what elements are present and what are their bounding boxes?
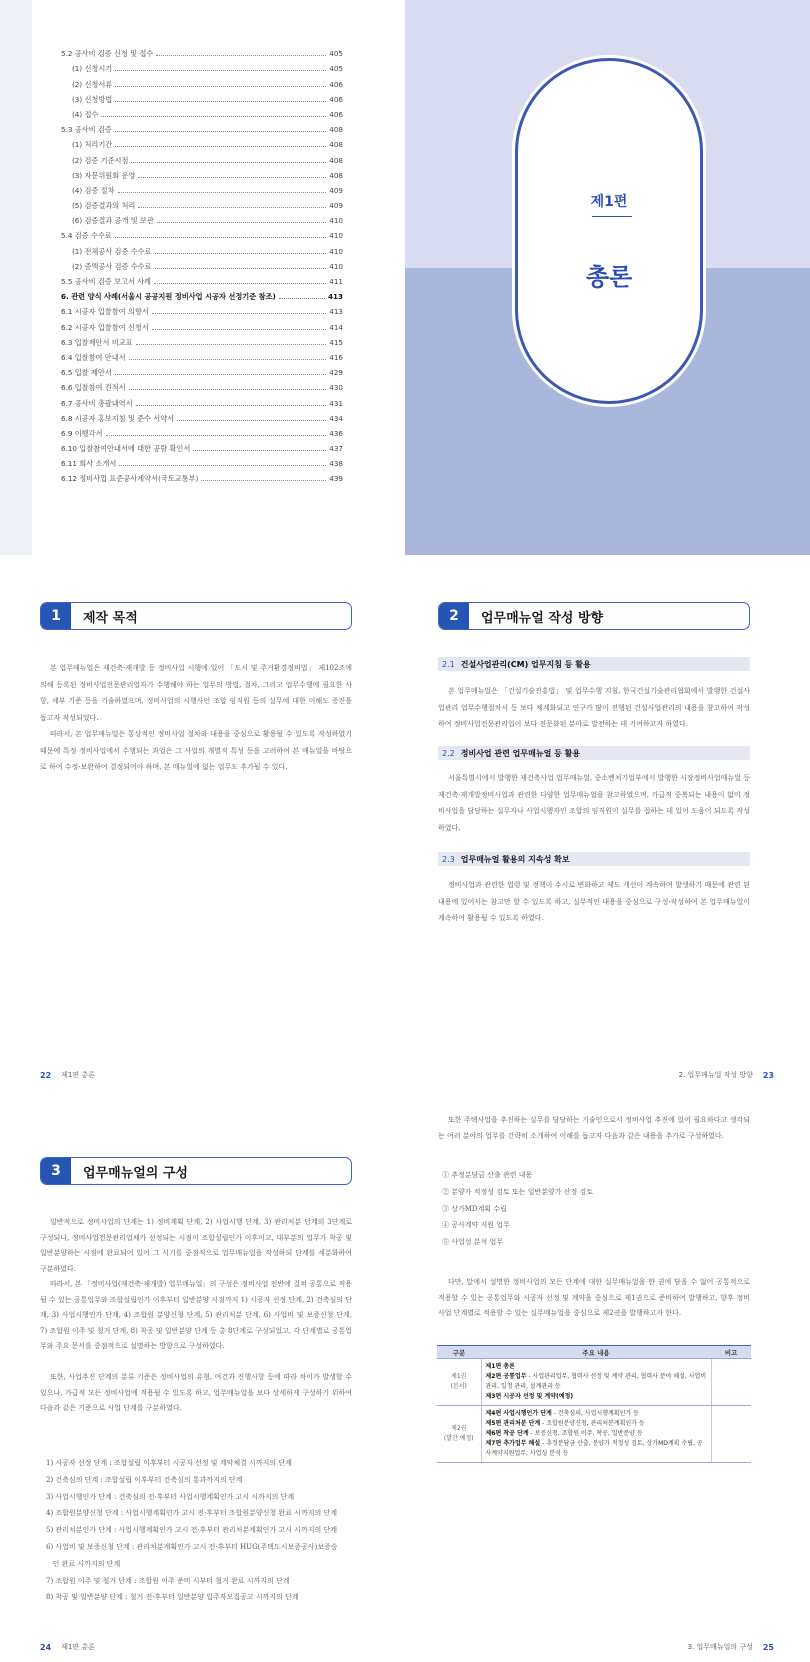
list-item: 7) 조합원 이주 및 철거 단계 : 조합원 이주 준비 시부터 철거 완료 시까지의 단계 xyxy=(46,1576,290,1585)
toc-entry xyxy=(61,58,343,73)
toc-entry xyxy=(61,89,343,104)
toc-leader xyxy=(156,55,326,56)
toc-leader xyxy=(155,253,327,254)
part-title: 제7편 추가업무 해설 xyxy=(485,1440,541,1447)
toc-entry-page: 408 xyxy=(329,170,343,180)
toc-entry-title: 6.3 입찰제안서 비교표 xyxy=(61,337,133,347)
toc-entry xyxy=(61,73,343,88)
toc-leader xyxy=(115,101,326,102)
toc-entry-title: (6) 검증결과 공개 및 보관 xyxy=(72,216,154,226)
toc-leader xyxy=(129,389,327,390)
subsection-title: 건설사업관리(CM) 업무지침 등 활용 xyxy=(460,659,591,669)
page-footer xyxy=(688,1642,774,1652)
page-24 xyxy=(0,1105,405,1662)
toc-entry-page: 406 xyxy=(329,109,343,119)
toc-entry-page: 408 xyxy=(329,125,343,135)
body-paragraph: 서울특별시에서 발행한 재건축사업 업무매뉴얼, 중소벤처기업부에서 발행한 시장정비사업매뉴얼 등 재건축·재개발정비사업과 관련한 다양한 업무매뉴얼을 참고하였으며, 가급적 중복되는 내용이 없이 정비사업을 담당하는 실무자나 사업시행자인 조합의 임직원이 실무를 접하는 데 있어 도움이 되도록 작성하였다. xyxy=(438,774,750,832)
toc-entry-page: 438 xyxy=(329,459,343,469)
running-title: 3. 업무매뉴얼의 구성 xyxy=(687,1643,753,1651)
remarks-cell xyxy=(711,1359,751,1406)
column-header: 비고 xyxy=(711,1346,751,1359)
toc-entry-title: (3) 신청방법 xyxy=(72,94,113,104)
cover-page xyxy=(405,0,810,555)
list-item: ⑤ 사업성 분석 업무 xyxy=(442,1238,504,1247)
part-title: 제4편 사업시행인가 단계 xyxy=(485,1410,552,1417)
toc-entry xyxy=(61,195,343,210)
list-item: ④ 공사계약 지원 업무 xyxy=(442,1221,510,1230)
toc-leader xyxy=(115,146,326,147)
volume-label: 제2권 xyxy=(451,1425,467,1432)
toc-entry-title: (2) 증액공사 검증 수수료 xyxy=(72,261,152,271)
part-title: 제5편 관리처분 단계 xyxy=(485,1420,541,1427)
toc-entry xyxy=(61,332,343,347)
toc-entry-title: 6.4 입찰참여 안내서 xyxy=(61,352,126,362)
section-heading xyxy=(40,1157,352,1185)
toc-entry xyxy=(61,165,343,180)
section-title: 업무매뉴얼 작성 방향 xyxy=(481,610,604,626)
toc-entry-page: 410 xyxy=(329,246,343,256)
subsection-heading xyxy=(438,852,750,866)
toc-entry-page: 439 xyxy=(329,474,343,484)
cover-pill-frame xyxy=(515,58,703,404)
page-number: 24 xyxy=(40,1642,52,1652)
toc-leader xyxy=(279,298,325,299)
toc-entry-page: 436 xyxy=(329,428,343,438)
toc-entry xyxy=(61,104,343,119)
stage-list xyxy=(46,1455,352,1606)
toc-leader xyxy=(101,116,326,117)
toc-entry-title: (4) 접수 xyxy=(72,109,99,119)
spread-22-23 xyxy=(0,570,810,1090)
toc-entry xyxy=(61,210,343,225)
toc-leader xyxy=(177,420,326,421)
page-footer xyxy=(40,1070,95,1080)
list-item: 2) 건축심의 단계 : 조합설립 이후부터 건축심의 통과까지의 단계 xyxy=(46,1475,243,1484)
toc-entry xyxy=(61,43,343,58)
list-item: 인 완료 시까지의 단계 xyxy=(46,1559,121,1568)
body-paragraph: 따라서, 본 「정비사업(재건축·재개발) 업무매뉴얼」의 구성은 정비사업 전반에 걸쳐 공통으로 적용될 수 있는 공통업무와 조합설립인가 이후부터 일반분양 시점까지 1) 시공자 선정 단계, 2) 건축심의 단계, 3) 사업시행인가 단계, 4) 조합원 분양신청 단계, 5) 관리처분 단계, 6) 사업비 및 보증신청 단계, 7) 조합원 이주 및 철거 단계, 8) 착공 및 일반분양 단계 등 총 8단계로 구성되었고, 각 단계별로 공통업무와 주요 문서를 중점적으로 설명하는 방향으로 구성하였다. xyxy=(40,1280,352,1350)
list-item: 4) 조합원분양신청 단계 : 사업시행계획인가 고시 전·후부터 조합원분양신청 완료 시까지의 단계 xyxy=(46,1509,337,1518)
running-title: 제1편 총론 xyxy=(61,1643,95,1651)
running-title: 제1편 총론 xyxy=(61,1071,95,1079)
toc-leader xyxy=(131,162,326,163)
toc-entry xyxy=(61,134,343,149)
toc-entry-page: 411 xyxy=(329,277,343,286)
subsection-number: 2.2 xyxy=(442,748,455,758)
list-item: ② 분양가 적정성 검토 또는 일반분양가 산정 검토 xyxy=(442,1187,594,1196)
section-number: 3 xyxy=(41,1158,71,1184)
subsection-title: 정비사업 관련 업무매뉴얼 등 활용 xyxy=(460,748,581,758)
toc-entry-page: 413 xyxy=(329,307,343,317)
toc-entry xyxy=(61,453,343,468)
contents-cell xyxy=(481,1406,711,1463)
toc-side-band xyxy=(0,0,32,555)
part-title: 제2편 공통업무 xyxy=(485,1373,527,1380)
part-detail: - 건축심의, 사업시행계획인가 등 xyxy=(551,1410,639,1417)
toc-leader xyxy=(152,313,327,314)
part-title: 제6편 착공 단계 xyxy=(485,1430,529,1437)
subsection-number: 2.1 xyxy=(442,659,455,669)
body-paragraph: 정비사업과 관련한 법령 및 정책이 수시로 변화하고 제도 개선이 계속하여 발생하기 때문에 관련 된 내용에 있어서는 참고만 할 수 있도록 하고, 실무적인 내용을 중심으로 구성·작성하여 본 업무매뉴얼이 계속하여 활용될 수 있도록 하였다. xyxy=(438,881,750,922)
body-paragraph: 본 업무매뉴얼은 재건축·재개발 등 정비사업 시행에 있어 「도시 및 주거환경정비법」 제102조에 의해 등록된 정비사업전문관리업자가 수행해야 하는 업무의 방법, 절차, 그리고 업무수행에 필요한 사항, 세부 기준 등을 기술하였으며, 정비사업의 시행사인 조합 임직원 등의 실무에 대한 이해도 증진을 돕고자 작성되었다. xyxy=(40,664,352,722)
toc-entry-page: 406 xyxy=(329,79,343,89)
toc-leader xyxy=(201,480,326,481)
page-22 xyxy=(0,570,405,1090)
toc-entry-page: 409 xyxy=(329,185,343,195)
toc-entry xyxy=(61,468,343,483)
toc-entry-title: 5.3 공사비 검증 xyxy=(61,125,112,135)
toc-entry-page: 409 xyxy=(329,201,343,211)
toc-entry-page: 430 xyxy=(329,383,343,393)
toc-entry xyxy=(61,271,343,286)
contents-line xyxy=(486,1409,707,1419)
page-footer xyxy=(679,1070,774,1080)
subsection-heading xyxy=(438,746,750,760)
toc-leader xyxy=(119,465,326,466)
volume-cell xyxy=(437,1359,481,1406)
cover-background xyxy=(405,0,810,555)
toc-entry xyxy=(61,240,343,255)
toc-leader xyxy=(129,359,327,360)
toc-leader xyxy=(157,222,326,223)
toc-entry-title: 6.9 이행각서 xyxy=(61,428,103,438)
toc-entry-title: 6.5 입찰 제안서 xyxy=(61,368,112,378)
toc-entry xyxy=(61,301,343,316)
subsection-title: 업무매뉴얼 활용의 지속성 확보 xyxy=(460,854,570,864)
toc-entry xyxy=(61,256,343,271)
page-23 xyxy=(405,570,810,1090)
toc-entry-page: 414 xyxy=(329,322,343,332)
part-detail: - 추정분담금 산출, 분양가 적정성 검토, 상가MD계획 수립, 공사계약지원업무, 사업성 분석 등 xyxy=(485,1440,703,1457)
toc-entry-page: 416 xyxy=(329,352,343,362)
contents-line xyxy=(486,1439,707,1459)
toc-entry-page: 410 xyxy=(329,231,343,241)
volume-label: 제1편 xyxy=(590,194,628,210)
volume-structure-table xyxy=(437,1345,751,1463)
column-header: 주요 내용 xyxy=(481,1346,711,1359)
toc-entry xyxy=(61,408,343,423)
toc-entry-title: (1) 신청시기 xyxy=(72,64,113,74)
toc-entry-page: 405 xyxy=(329,64,343,74)
toc-entry-title: 6. 관련 양식 사례(서울시 공공지원 정비사업 시공자 선정기준 참조) xyxy=(61,292,276,302)
toc-entry-title: 6.10 입찰참여안내서에 대한 공람 확인서 xyxy=(61,444,191,454)
toc-entry-title: 5.4 검증 수수료 xyxy=(61,231,112,241)
part-title: 제3편 시공자 선정 및 계약(예정) xyxy=(485,1393,574,1400)
toc-entry-page: 410 xyxy=(329,216,343,226)
toc-entry xyxy=(61,180,343,195)
part-title: 제1편 총론 xyxy=(485,1363,515,1370)
toc-page xyxy=(0,0,405,555)
toc-entry-page: 434 xyxy=(329,413,343,423)
toc-entry-title: (5) 검증결과의 처리 xyxy=(72,201,136,211)
page-number: 25 xyxy=(762,1642,774,1652)
toc-entry xyxy=(61,316,343,331)
toc-leader xyxy=(154,283,326,284)
toc-entry-page: 405 xyxy=(329,49,343,59)
toc-entry-title: (1) 처리기간 xyxy=(72,140,113,150)
toc-leader xyxy=(106,435,327,436)
toc-entry-title: 6.2 시공자 입찰참여 신청서 xyxy=(61,322,149,332)
toc-entry xyxy=(61,149,343,164)
toc-entry-title: 5.5 공사비 검증 보고서 사례 xyxy=(61,277,152,286)
page-number: 22 xyxy=(40,1070,52,1080)
toc-entry-title: 6.7 공사비 총괄내역서 xyxy=(61,398,133,408)
page-footer xyxy=(40,1642,95,1652)
section-title: 제작 목적 xyxy=(83,610,138,626)
toc-entry xyxy=(61,286,343,301)
toc-entry-page: 408 xyxy=(329,140,343,150)
section-number: 2 xyxy=(439,603,469,629)
toc-entry-page: 408 xyxy=(329,155,343,165)
section-number: 1 xyxy=(41,603,71,629)
contents-cell xyxy=(481,1359,711,1406)
toc-leader xyxy=(115,237,327,238)
toc-leader xyxy=(155,268,327,269)
part-detail: - 사업관리업무, 협력사 선정 및 계약 관리, 협력사 분야 해설, 사업비 관리, 일정 관리, 설계관리 등 xyxy=(485,1373,707,1390)
subsection-number: 2.3 xyxy=(442,854,455,864)
toc-entry-title: 6.6 입찰참여 견적서 xyxy=(61,383,126,393)
list-item: 8) 착공 및 일반분양 단계 : 철거 전·후부터 일반분양 입주자모집공고 시까지의 단계 xyxy=(46,1593,299,1602)
toc-leader xyxy=(136,405,327,406)
body-paragraph: 따라서, 본 업무매뉴얼은 통상적인 정비사업 절차와 내용을 중심으로 활용될 수 있도록 작성하였기 때문에 특정 정비사업에서 수행되는 과업은 그 사업의 개별적 특성 등을 고려하여 본 매뉴얼을 바탕으로 하여 수정·보완하여 결정되어야 하며, 본 매뉴얼에 없는 업무도 추가될 수 있다. xyxy=(40,730,352,771)
section-heading xyxy=(40,602,352,630)
subsection-heading xyxy=(438,657,750,671)
volume-underline xyxy=(592,216,632,217)
toc-entry-page: 410 xyxy=(329,261,343,271)
toc-entry-title: 5.2 공사비 검증 신청 및 접수 xyxy=(61,49,154,59)
toc-leader xyxy=(193,450,326,451)
volume-cell xyxy=(437,1406,481,1463)
running-title: 2. 업무매뉴얼 작성 방향 xyxy=(678,1071,753,1079)
table-of-contents xyxy=(61,43,343,483)
page-number: 23 xyxy=(762,1070,774,1080)
toc-entry-title: (4) 검증 절차 xyxy=(72,185,115,195)
contents-line xyxy=(486,1392,707,1402)
toc-leader xyxy=(152,329,327,330)
toc-entry-title: (3) 자문위원회 운영 xyxy=(72,170,136,180)
toc-leader xyxy=(115,86,326,87)
toc-entry xyxy=(61,377,343,392)
toc-entry-page: 415 xyxy=(329,337,343,347)
table-row xyxy=(437,1359,751,1406)
toc-leader xyxy=(138,207,326,208)
toc-entry xyxy=(61,438,343,453)
page-25 xyxy=(405,1105,810,1662)
toc-entry xyxy=(61,347,343,362)
toc-leader xyxy=(118,192,327,193)
toc-entry-title: (2) 검증 기준시점 xyxy=(72,155,129,165)
toc-entry xyxy=(61,225,343,240)
list-item: 3) 사업시행인가 단계 : 건축심의 전·후부터 사업시행계획인가 고시 시까지의 단계 xyxy=(46,1492,295,1501)
part-detail: - 조합원분양신청, 관리처분계획인가 등 xyxy=(540,1420,645,1427)
toc-entry-title: 6.11 회사 소개서 xyxy=(61,459,117,469)
part-detail: - 보증신청, 조합원 이주, 착공, 일반분양 등 xyxy=(528,1430,643,1437)
toc-leader xyxy=(115,131,327,132)
column-header: 구분 xyxy=(437,1346,481,1359)
section-heading xyxy=(438,602,750,630)
list-item: ③ 상가MD계획 수립 xyxy=(442,1204,507,1213)
body-paragraph: 본 업무매뉴얼은 「건설기술진흥법」 및 업무수행 지침, 한국건설기술관리협회에서 발행한 건설사업관리 업무수행절차서 등 보다 체계화되고 연구가 많이 진행된 건설사업관리의 내용을 참고하여 작성하여 정비사업전문관리업이 보다 전문화된 분야로 발전하는 데 기여하고자 하였다. xyxy=(438,687,750,728)
spread-toc-cover xyxy=(0,0,810,555)
toc-entry xyxy=(61,362,343,377)
toc-leader xyxy=(115,70,326,71)
body-paragraph: 다만, 앞에서 설명한 정비사업의 모든 단계에 대한 실무매뉴얼을 한 권에 담을 수 없어 공통적으로 적용할 수 있는 공통업무와 시공자 선정 및 계약을 중심으로 제1권으로 준비하여 발행하고, 향후 정비사업 단계별로 적용할 수 있는 실무매뉴얼을 중심으로 제2권을 발행하고자 한다. xyxy=(438,1278,750,1317)
toc-entry xyxy=(61,119,343,134)
volume-sub: (본서) xyxy=(450,1383,467,1390)
toc-leader xyxy=(115,374,327,375)
body-paragraph: 또한, 사업추진 단계의 분류 기준은 정비사업의 유형, 여건과 진행사항 등에 따라 차이가 발생할 수 있으나, 가급적 모든 정비사업에 적용될 수 있도록 하고, 업무매뉴얼을 보다 상세하게 구성하기 위하여 다음과 같은 기준으로 사업 단계를 구분하였다. xyxy=(40,1373,352,1412)
toc-entry-page: 429 xyxy=(329,368,343,378)
toc-entry-page: 431 xyxy=(329,398,343,408)
toc-leader xyxy=(136,344,327,345)
volume-title: 총론 xyxy=(585,263,633,291)
list-item: 6) 사업비 및 보증신청 단계 : 관리처분계획인가 고시 전·후부터 HUG(주택도시보증공사)보증승 xyxy=(46,1542,338,1551)
body-paragraph: 또한 주택사업을 추진하는 실무를 담당하는 기술인으로서 정비사업 추진에 있어 필요하다고 생각되는 여러 분야의 업무를 간략히 소개하여 이해를 돕고자 다음과 같은 내용을 추가로 구성하였다. xyxy=(438,1116,750,1140)
table-row xyxy=(437,1406,751,1463)
toc-entry-title: (1) 전체공사 검증 수수료 xyxy=(72,246,152,256)
toc-entry-title: 6.12 정비사업 표준공사계약서(국토교통부) xyxy=(61,474,199,484)
body-paragraph: 일반적으로 정비사업의 단계는 1) 정비계획 단계, 2) 사업시행 단계, 3) 관리처분 단계의 3단계로 구성되나, 정비사업전문관리업체가 선정되는 시점이 조합설립인가 이후이고, 대부분의 업무가 착공 및 일반분양하는 시점에 완료되어 있어 그 시기를 중점적으로 업무매뉴얼을 작성하되 단계를 세분화하여 구분하였다. xyxy=(40,1218,352,1273)
list-item: 1) 시공자 선정 단계 : 조합설립 이후부터 시공자 선정 및 계약체결 시까지의 단계 xyxy=(46,1459,292,1467)
toc-entry xyxy=(61,392,343,407)
list-item: ① 추정분담금 산출 관련 내용 xyxy=(442,1171,533,1179)
section-title: 업무매뉴얼의 구성 xyxy=(83,1165,188,1181)
toc-entry-title: (2) 신청서류 xyxy=(72,79,113,89)
toc-entry-page: 437 xyxy=(329,444,343,454)
toc-entry-page: 413 xyxy=(327,292,343,302)
toc-entry-title: 6.1 시공자 입찰참여 의향서 xyxy=(61,307,149,317)
contents-line xyxy=(486,1419,707,1429)
list-item: 5) 관리처분인가 단계 : 사업시행계획인가 고시 전·후부터 관리처분계획인가 고시 시까지의 단계 xyxy=(46,1526,337,1535)
volume-label: 제1권 xyxy=(451,1373,467,1380)
contents-line xyxy=(486,1429,707,1439)
volume-sub: (발간 예정) xyxy=(443,1435,474,1442)
contents-line xyxy=(486,1372,707,1392)
toc-leader xyxy=(138,177,326,178)
toc-entry xyxy=(61,423,343,438)
spread-24-25 xyxy=(0,1105,810,1662)
additional-items-list xyxy=(442,1167,742,1251)
toc-entry-title: 6.8 시공자 홍보지침 및 준수 서약서 xyxy=(61,413,175,423)
remarks-cell xyxy=(711,1406,751,1463)
contents-line xyxy=(486,1362,707,1372)
toc-entry-page: 406 xyxy=(329,94,343,104)
